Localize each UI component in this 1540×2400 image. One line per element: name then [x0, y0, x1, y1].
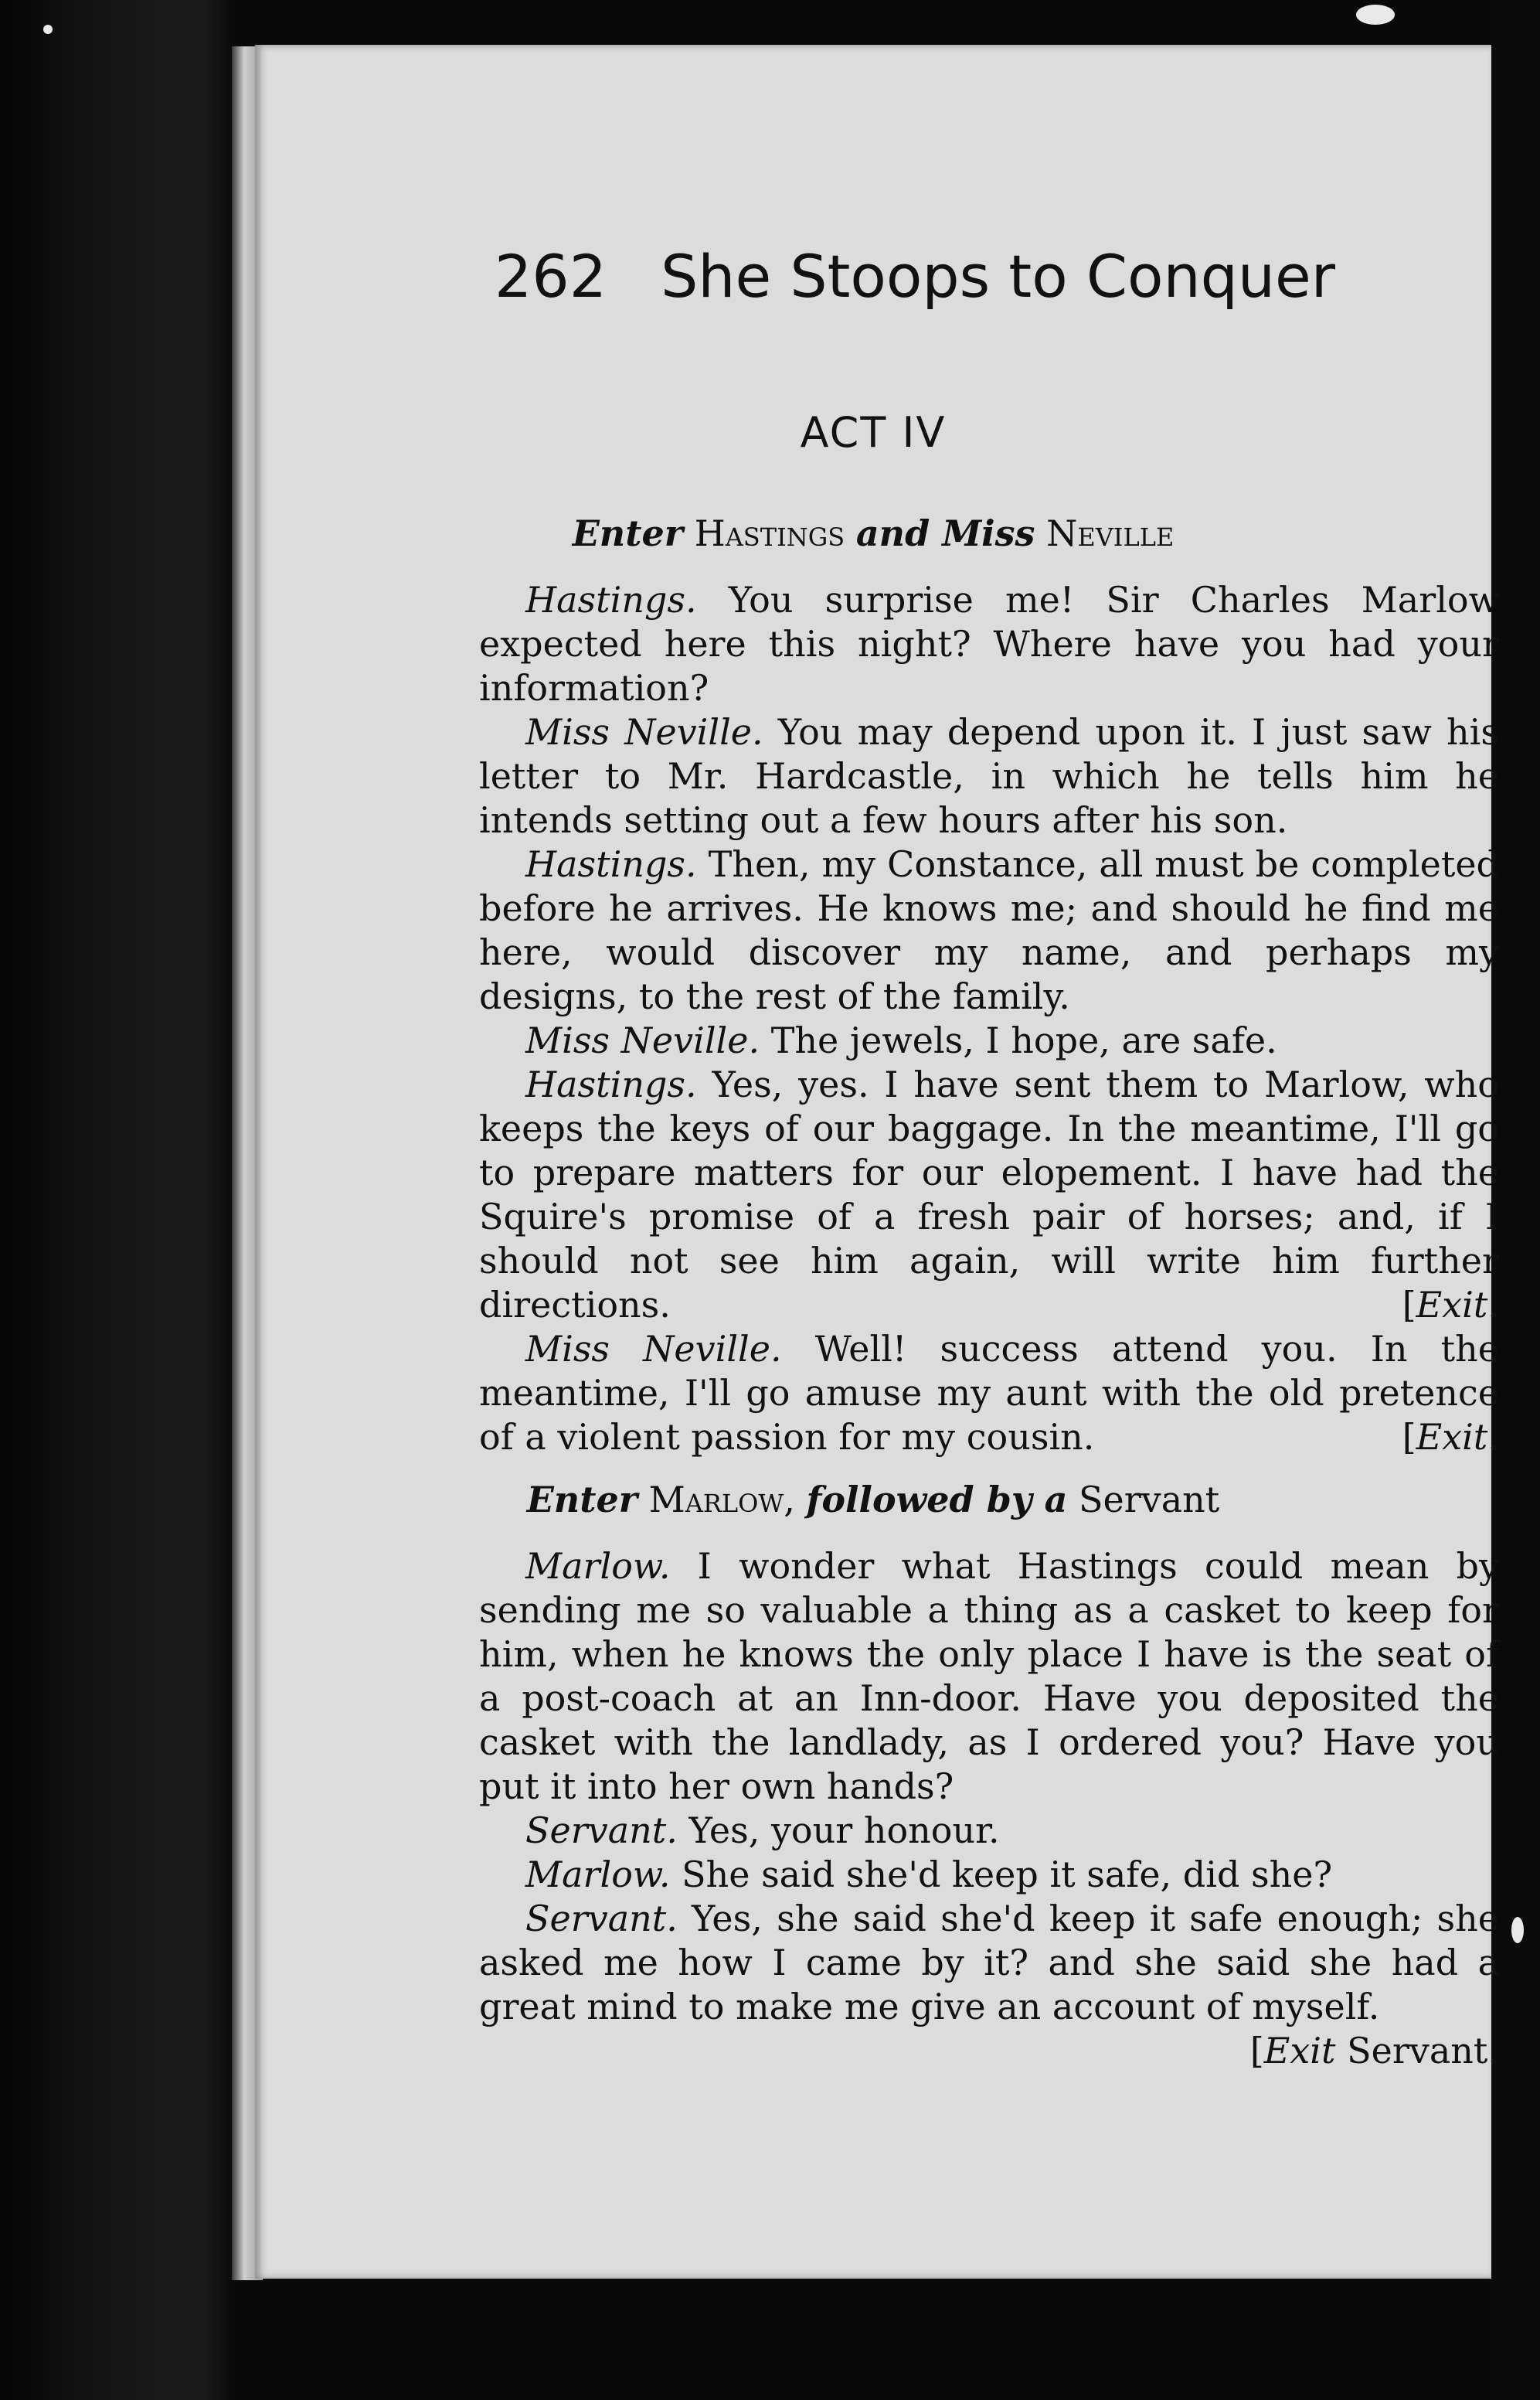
- speech-text: Yes, yes. I have sent them to Marlow, who keeps the keys of our baggage. In the meantime, I'll go to prepare matters for our elopement. I have had the Squire's promise of a fresh pair of horses; and, if I should not see him again, will write him further directions.: [479, 1064, 1499, 1326]
- character-name: Hastings: [694, 512, 845, 554]
- speaker-name: Marlow.: [525, 1545, 671, 1587]
- speaker-name: Servant.: [525, 1809, 678, 1851]
- character-name: Marlow,: [648, 1479, 795, 1520]
- final-exit-direction: [479, 2029, 1499, 2073]
- speech-text: The jewels, I hope, are safe.: [760, 1020, 1277, 1061]
- speech: [479, 1019, 1499, 1063]
- character-name: Servant: [1079, 1479, 1220, 1520]
- exit-text: Exit: [1263, 2030, 1336, 2071]
- speech-text: Yes, your honour.: [677, 1809, 1000, 1851]
- enter-word: Enter: [526, 1479, 637, 1520]
- speech-text: Yes, she said she'd keep it safe enough; she asked me how I came by it? and she said she had a great mind to make me give an account of myself.: [479, 1898, 1499, 2027]
- speaker-name: Miss Neville.: [525, 1020, 760, 1061]
- enter-word: Enter: [572, 512, 683, 554]
- exit-character: Servant.: [1335, 2030, 1499, 2071]
- speech: [479, 1327, 1499, 1459]
- book-title: She Stoops to Conquer: [661, 242, 1336, 311]
- speech-text: Then, my Constance, all must be completed before he arrives. He knows me; and should he find me here, would discover my name, and perhaps my designs, to the rest of the family.: [479, 843, 1499, 1017]
- speaker-name: Hastings.: [525, 1064, 697, 1105]
- speech: [479, 578, 1499, 710]
- character-name: Neville: [1046, 512, 1175, 554]
- speech: [479, 843, 1499, 1019]
- speech-text: I wonder what Hastings could mean by sending me so valuable a thing as a casket to keep for him, when he knows the only place I have is the seat of a post-coach at an Inn-door. Have you deposited the casket with the landlady, as I ordered you? Have you put it into her own hands?: [479, 1545, 1499, 1807]
- speech: [479, 1063, 1499, 1327]
- dust-speck: [43, 25, 53, 34]
- speaker-name: Hastings.: [525, 579, 697, 621]
- dialogue-block-2: [479, 1544, 1499, 2073]
- dialogue-block-1: [479, 578, 1499, 1459]
- exit-text: Exit.: [1416, 1416, 1499, 1458]
- exit-direction: [Exit.: [1402, 1284, 1499, 1326]
- running-head: [495, 242, 1335, 311]
- speech-text: You surprise me! Sir Charles Marlow expected here this night? Where have you had your information?: [479, 579, 1499, 709]
- connector-text: followed by a: [806, 1479, 1068, 1520]
- speaker-name: Hastings.: [525, 843, 697, 885]
- bracket: [: [1249, 2030, 1264, 2071]
- page-number: 262: [495, 242, 607, 311]
- speaker-name: Servant.: [525, 1898, 678, 1939]
- speech: [479, 1544, 1499, 1809]
- dust-speck: [1511, 1917, 1524, 1943]
- stage-direction-enter-2: [255, 1479, 1491, 1520]
- speech: [479, 1897, 1499, 2029]
- dust-speck: [1356, 5, 1395, 25]
- speaker-name: Miss Neville.: [525, 711, 763, 753]
- speech-text: You may depend upon it. I just saw his letter to Mr. Hardcastle, in which he tells him he intends setting out a few hours after his son.: [479, 711, 1499, 841]
- exit-text: Exit.: [1416, 1284, 1499, 1326]
- stage-direction-enter-1: [255, 512, 1491, 554]
- speech: [479, 1809, 1499, 1853]
- exit-direction: [Exit.: [1402, 1416, 1499, 1458]
- speech-text: She said she'd keep it safe, did she?: [670, 1854, 1333, 1895]
- speech: [479, 710, 1499, 843]
- connector-text: and Miss: [855, 512, 1035, 554]
- speech-text: Well! success attend you. In the meantime, I'll go amuse my aunt with the old pretence of a violent passion for my cousin.: [479, 1328, 1500, 1458]
- speech: [479, 1853, 1499, 1897]
- act-heading: ACT IV: [800, 408, 947, 457]
- speaker-name: Miss Neville.: [525, 1328, 782, 1370]
- book-page: [255, 45, 1500, 2279]
- speaker-name: Marlow.: [525, 1854, 671, 1895]
